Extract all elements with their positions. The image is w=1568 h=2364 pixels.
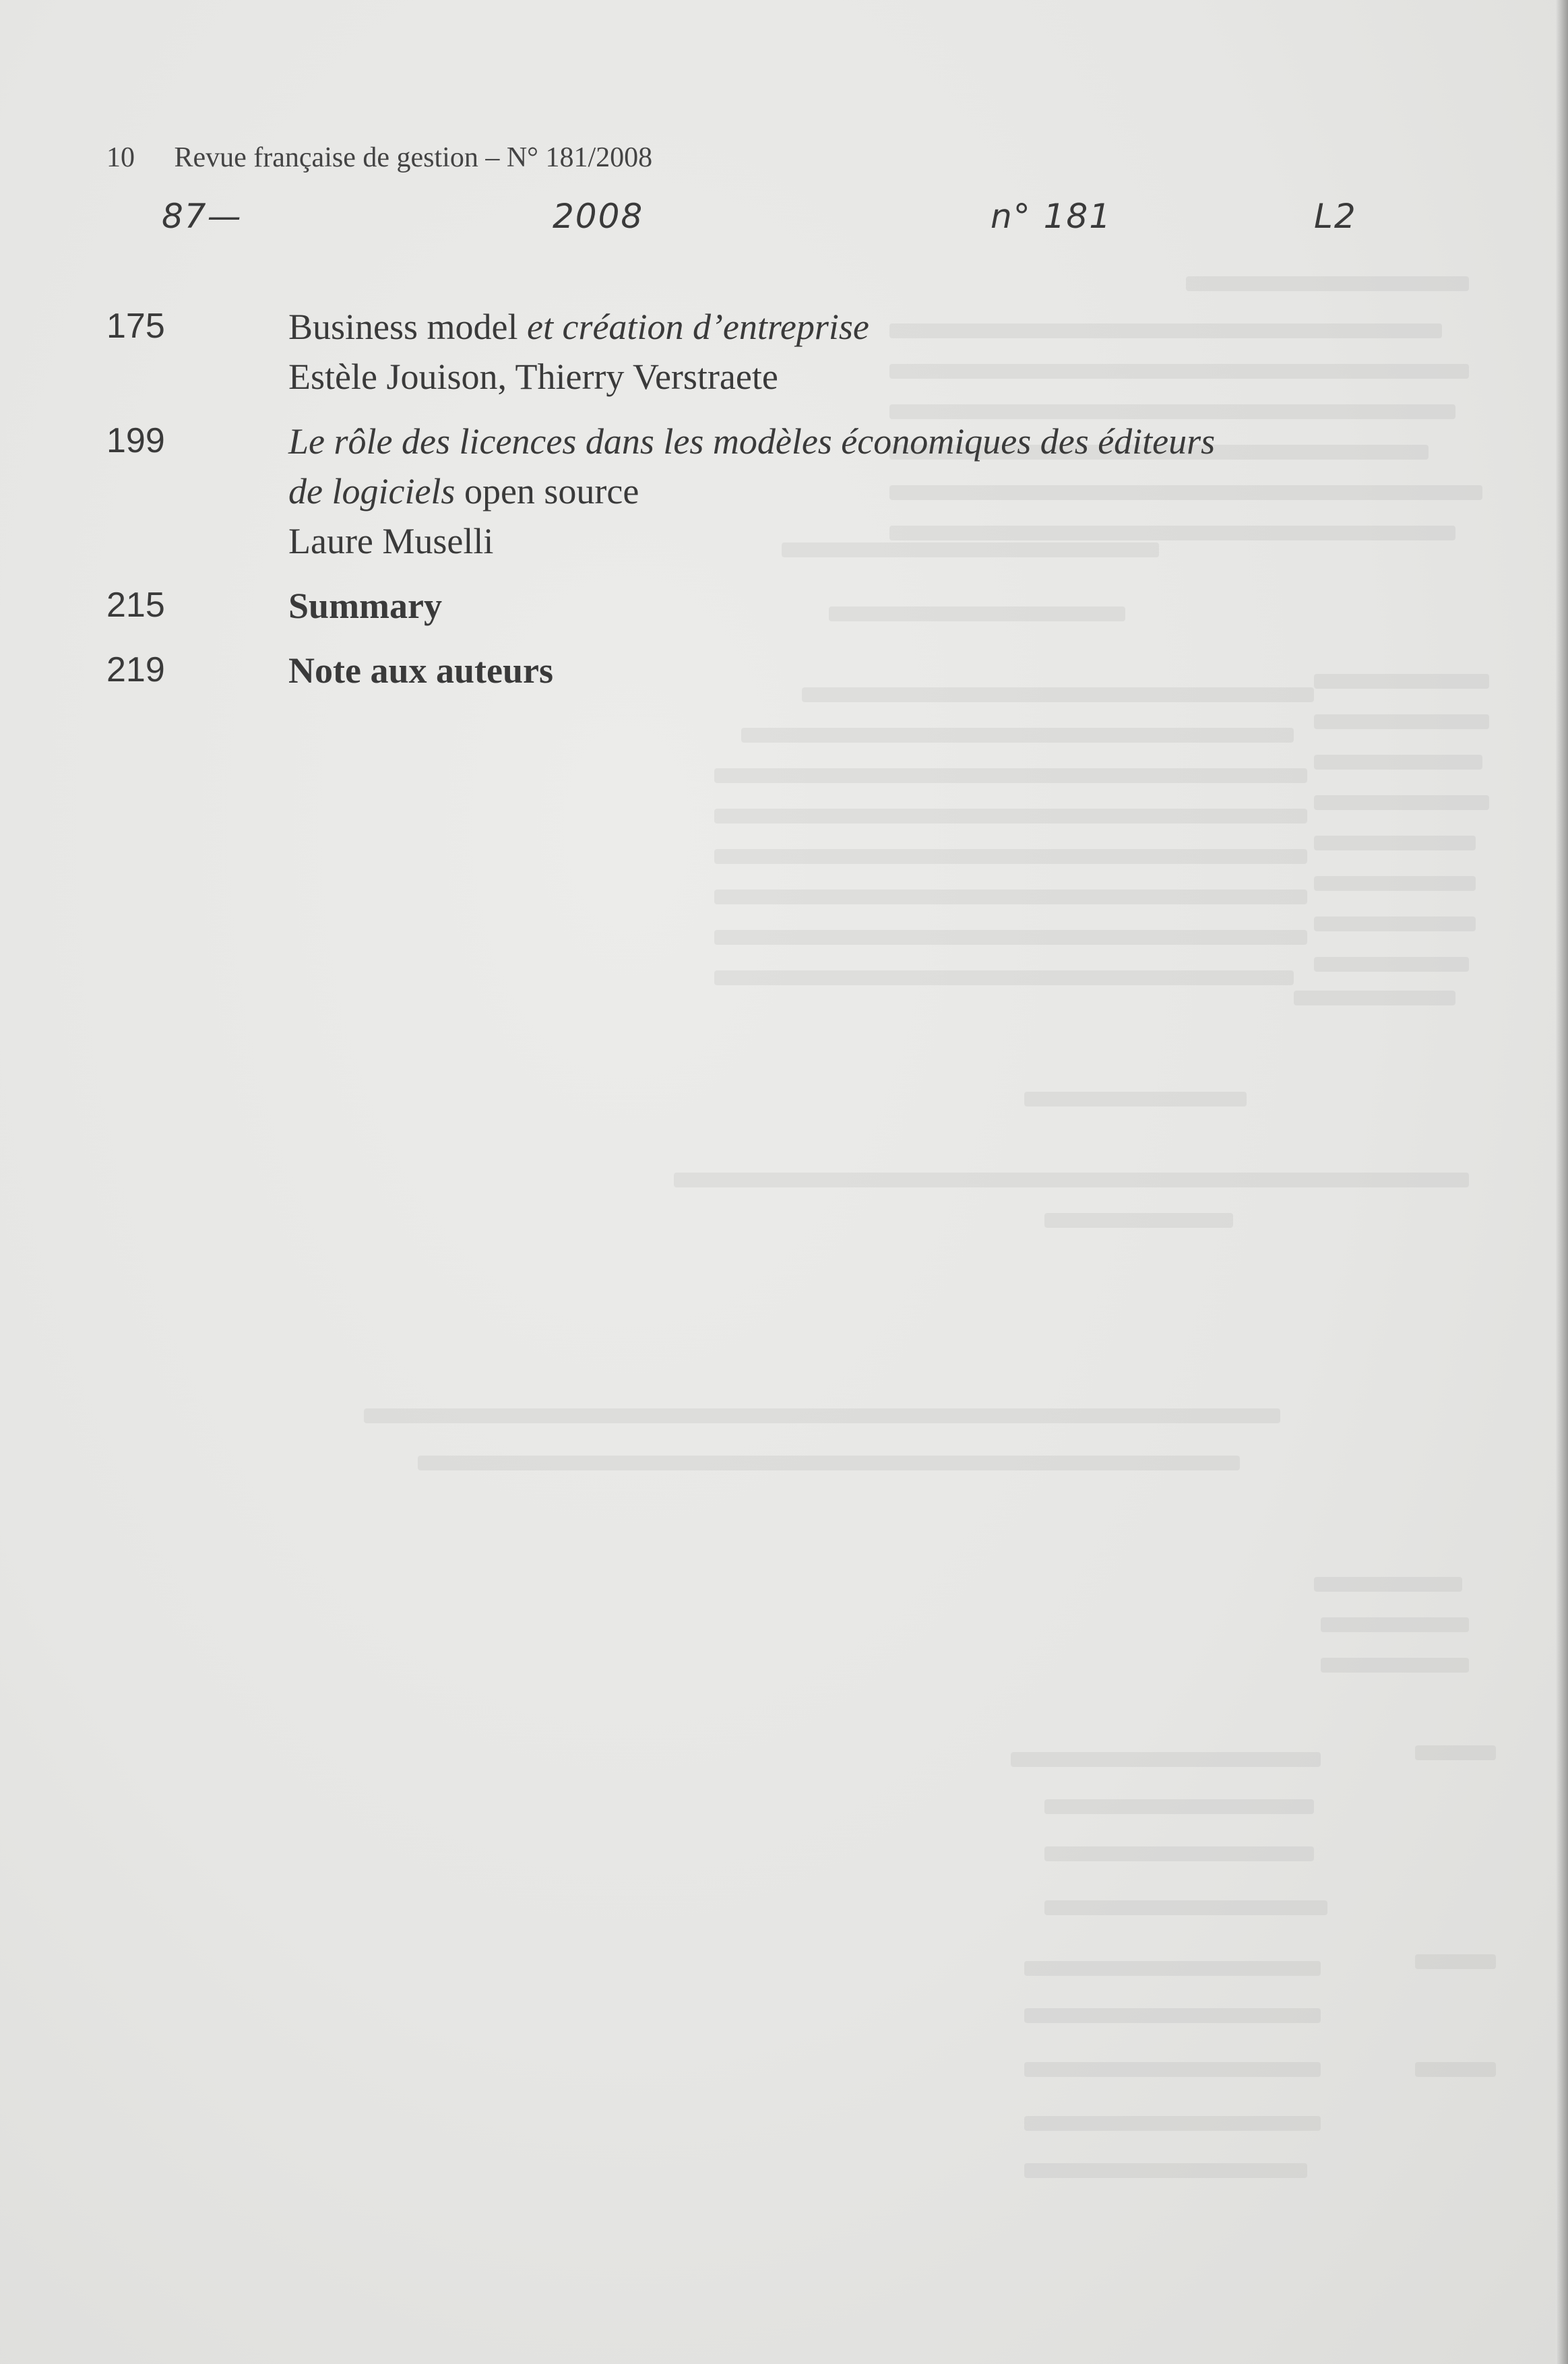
toc-title-bold: Summary <box>288 586 442 626</box>
toc-title-line2 <box>288 466 1387 516</box>
toc-entry <box>106 302 1387 402</box>
handwritten-note-d: L2 <box>1314 197 1357 236</box>
toc-page-number: 175 <box>106 307 165 346</box>
page-number: 10 <box>106 142 135 173</box>
toc-page-number: 199 <box>106 421 165 460</box>
running-header <box>106 142 652 174</box>
table-of-contents <box>106 302 1387 710</box>
toc-title-bold: Note aux auteurs <box>288 650 553 691</box>
journal-title: Revue française de gestion – N° 181/2008 <box>174 142 653 173</box>
toc-title-plain: open source <box>455 471 639 511</box>
toc-title-italic: et création d’entreprise <box>527 307 869 347</box>
toc-entry <box>106 416 1387 566</box>
toc-title-italic: de logiciels <box>288 471 456 511</box>
toc-page-number: 215 <box>106 586 165 625</box>
toc-title <box>288 302 1387 352</box>
toc-entry <box>106 646 1387 695</box>
page-edge-shadow <box>1556 0 1568 2364</box>
handwritten-note-b: 2008 <box>553 197 644 236</box>
handwritten-note-a: 87— <box>162 197 243 236</box>
toc-authors: Estèle Jouison, Thierry Verstraete <box>288 356 778 397</box>
toc-authors: Laure Muselli <box>288 521 494 561</box>
toc-entry <box>106 581 1387 631</box>
toc-title-line1: Le rôle des licences dans les modèles économiques des éditeurs <box>288 421 1216 462</box>
toc-title-plain: Business model <box>288 307 528 347</box>
handwritten-note-c: n° 181 <box>991 197 1112 236</box>
toc-page-number: 219 <box>106 650 165 689</box>
